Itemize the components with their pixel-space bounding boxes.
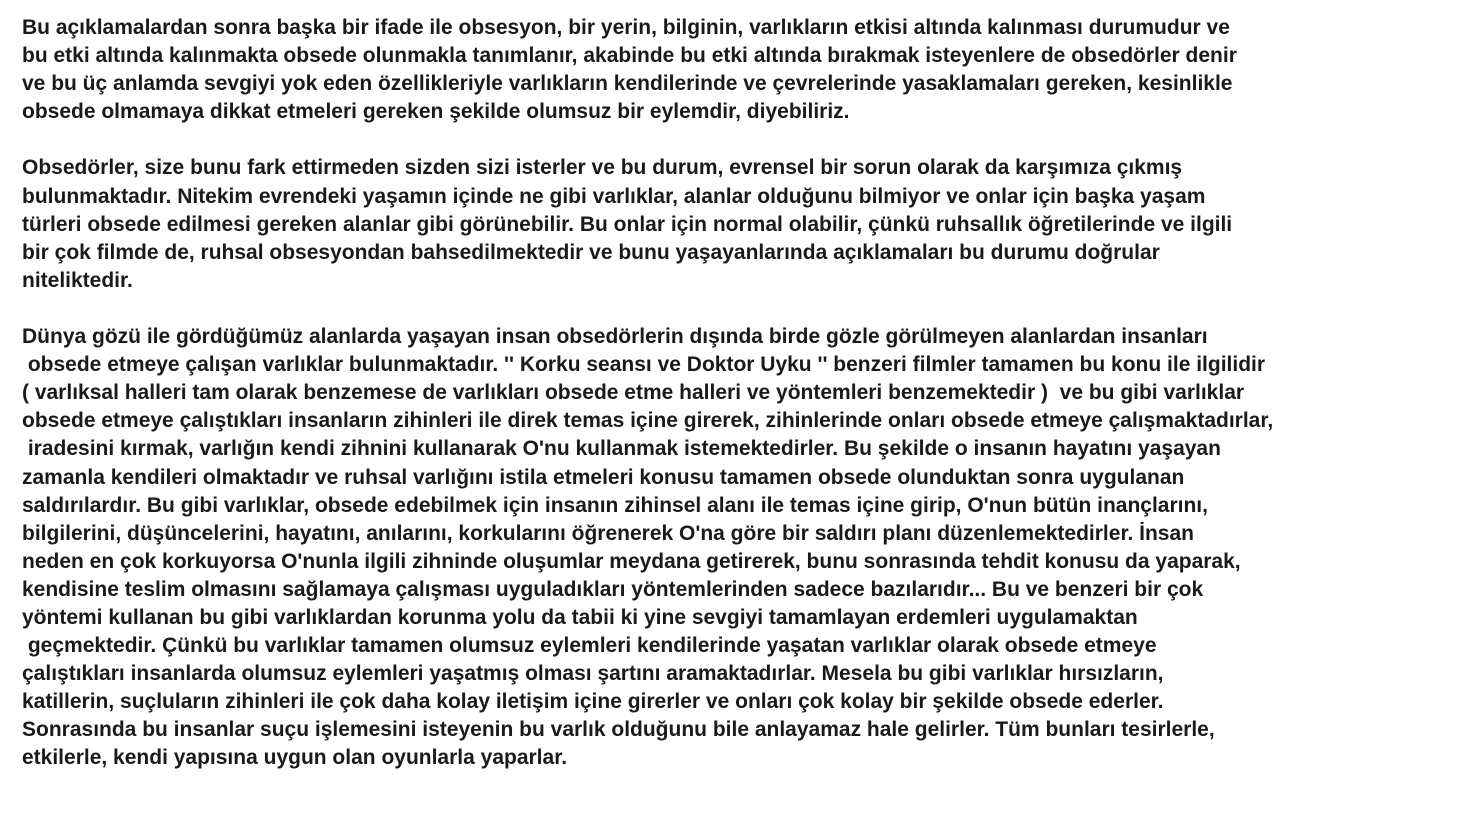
text-line: bilgilerini, düşüncelerini, hayatını, anılarını, korkularını öğrenerek O'na göre bir saldırı planı düzenlemektedirler. İnsan (22, 521, 1194, 545)
paragraph-spacer (22, 126, 1459, 154)
text-line: saldırılardır. Bu gibi varlıklar, obsede edebilmek için insanın zihinsel alanı ile temas içine girip, O'nun bütün inançlarını, (22, 493, 1208, 517)
text-line: obsede etmeye çalıştıkları insanların zihinleri ile direk temas içine girerek, zihinlerinde onları obsede etmeye çalışmaktadırlar, (22, 409, 1274, 433)
text-line: etkilerle, kendi yapısına uygun olan oyunlarla yaparlar. (22, 746, 568, 770)
text-line: bir çok filmde de, ruhsal obsesyondan bahsedilmektedir ve bunu yaşayanlarında açıklamaları bu durumu doğrular (22, 240, 1160, 264)
text-line: ve bu üç anlamda sevgiyi yok eden özellikleriyle varlıkların kendilerinde ve çevrelerinde yasaklamaları gereken, kesinlikle (22, 72, 1233, 96)
text-line: türleri obsede edilmesi gereken alanlar gibi görünebilir. Bu onlar için normal olabilir, çünkü ruhsallık öğretilerinde ve ilgili (22, 212, 1233, 236)
paragraph-2 (22, 154, 1459, 294)
text-line: ( varlıksal halleri tam olarak benzemese de varlıkları obsede etme halleri ve yöntemleri benzemektedir ) ve bu gibi varlıklar (22, 381, 1245, 405)
text-line: geçmektedir. Çünkü bu varlıklar tamamen olumsuz eylemleri kendilerinde yaşatan varlıklar olarak obsede etmeye (22, 634, 1157, 658)
text-line: bu etki altında kalınmakta obsede olunmakla tanımlanır, akabinde bu etki altında bırakmak isteyenlere de obsedörler denir (22, 44, 1237, 68)
paragraph-3 (22, 323, 1459, 773)
text-line: Obsedörler, size bunu fark ettirmeden sizden sizi isterler ve bu durum, evrensel bir sorun olarak da karşımıza çıkmış (22, 156, 1183, 180)
text-line: Dünya gözü ile gördüğümüz alanlarda yaşayan insan obsedörlerin dışında birde gözle görülmeyen alanlardan insanları (22, 325, 1208, 349)
text-line: bulunmaktadır. Nitekim evrendeki yaşamın içinde ne gibi varlıklar, alanlar olduğunu bilmiyor ve onlar için başka yaşam (22, 184, 1206, 208)
text-line: katillerin, suçluların zihinleri ile çok daha kolay iletişim içine girerler ve onları çok kolay bir şekilde obsede ederler. (22, 690, 1164, 714)
text-line: yöntemi kullanan bu gibi varlıklardan korunma yolu da tabii ki yine sevgiyi tamamlayan erdemleri uygulamaktan (22, 605, 1138, 629)
text-line: kendisine teslim olmasını sağlamaya çalışması uyguladıkları yöntemlerinden sadece bazılarıdır... Bu ve benzeri bir çok (22, 577, 1204, 601)
text-line: niteliktedir. (22, 268, 133, 292)
text-line: çalıştıkları insanlarda olumsuz eylemleri yaşatmış olması şartını aramaktadırlar. Mesela bu gibi varlıklar hırsızların, (22, 662, 1164, 686)
text-line: obsede etmeye çalışan varlıklar bulunmaktadır. '' Korku seansı ve Doktor Uyku '' benzeri filmler tamamen bu konu ile ilgilidir (22, 353, 1266, 377)
text-line: zamanla kendileri olmaktadır ve ruhsal varlığını istila etmeleri konusu tamamen obsede olunduktan sonra uygulanan (22, 465, 1185, 489)
paragraph-spacer (22, 295, 1459, 323)
text-line: Sonrasında bu insanlar suçu işlemesini isteyenin bu varlık olduğunu bile anlayamaz hale gelirler. Tüm bunları tesirlerle, (22, 718, 1215, 742)
text-line: iradesini kırmak, varlığın kendi zihnini kullanarak O'nu kullanmak istemektedirler. Bu şekilde o insanın hayatını yaşayan (22, 437, 1221, 461)
text-line: Bu açıklamalardan sonra başka bir ifade ile obsesyon, bir yerin, bilginin, varlıkların etkisi altında kalınması durumudur ve (22, 16, 1230, 39)
text-line: obsede olmamaya dikkat etmeleri gereken şekilde olumsuz bir eylemdir, diyebiliriz. (22, 100, 850, 124)
paragraph-1 (22, 14, 1459, 126)
text-line: neden en çok korkuyorsa O'nunla ilgili zihninde oluşumlar meydana getirerek, bunu sonrasında tehdit konusu da yaparak, (22, 549, 1241, 573)
document-body (22, 14, 1459, 773)
